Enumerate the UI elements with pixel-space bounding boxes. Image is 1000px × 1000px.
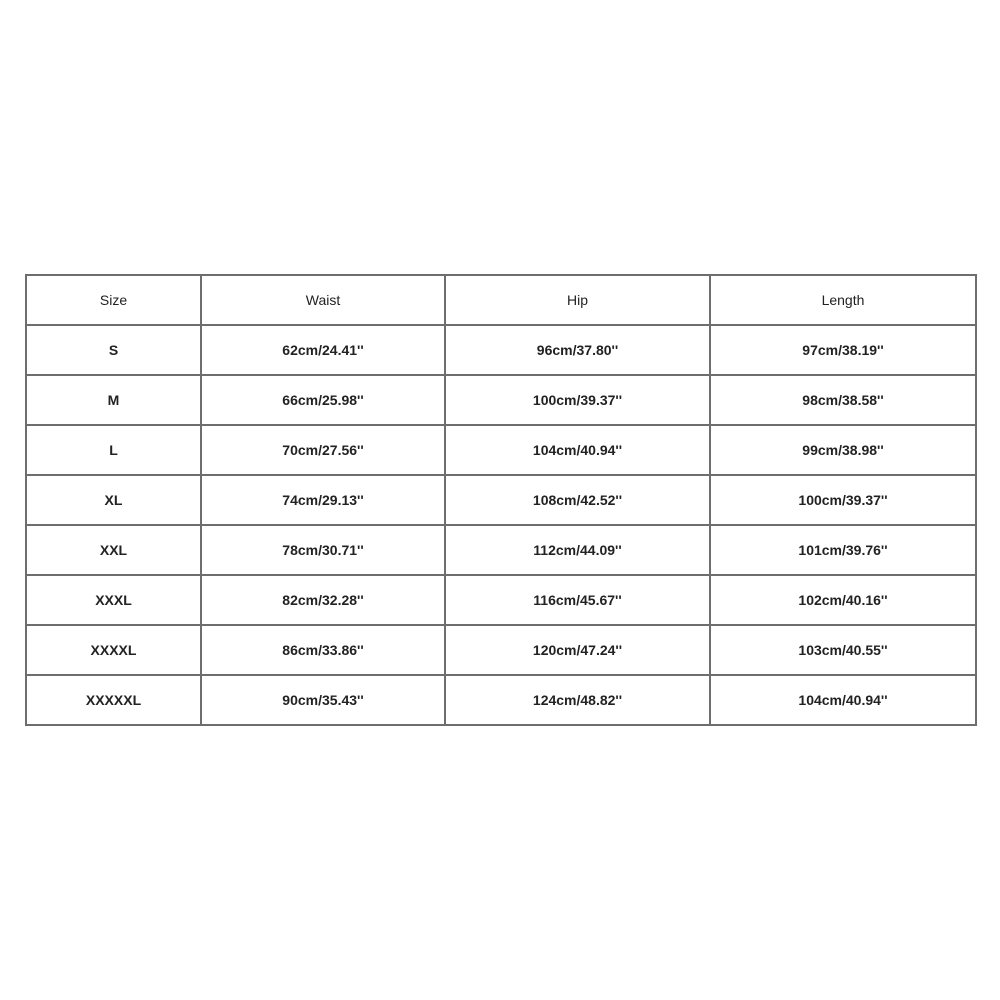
- header-row: [26, 275, 976, 325]
- cell-size: XL: [26, 475, 201, 525]
- cell-length: 104cm/40.94'': [710, 675, 976, 725]
- cell-length: 99cm/38.98'': [710, 425, 976, 475]
- cell-hip: 108cm/42.52'': [445, 475, 710, 525]
- cell-hip: 104cm/40.94'': [445, 425, 710, 475]
- table-row: [26, 675, 976, 725]
- cell-hip: 120cm/47.24'': [445, 625, 710, 675]
- cell-hip: 112cm/44.09'': [445, 525, 710, 575]
- cell-size: XXL: [26, 525, 201, 575]
- cell-waist: 70cm/27.56'': [201, 425, 445, 475]
- table-row: [26, 625, 976, 675]
- cell-waist: 78cm/30.71'': [201, 525, 445, 575]
- header-size: Size: [26, 275, 201, 325]
- cell-hip: 100cm/39.37'': [445, 375, 710, 425]
- cell-waist: 66cm/25.98'': [201, 375, 445, 425]
- cell-size: XXXXXL: [26, 675, 201, 725]
- cell-length: 103cm/40.55'': [710, 625, 976, 675]
- cell-size: M: [26, 375, 201, 425]
- header-hip: Hip: [445, 275, 710, 325]
- header-length: Length: [710, 275, 976, 325]
- cell-hip: 96cm/37.80'': [445, 325, 710, 375]
- cell-waist: 82cm/32.28'': [201, 575, 445, 625]
- size-chart-table: [25, 274, 977, 726]
- cell-length: 102cm/40.16'': [710, 575, 976, 625]
- cell-length: 100cm/39.37'': [710, 475, 976, 525]
- cell-length: 98cm/38.58'': [710, 375, 976, 425]
- cell-waist: 74cm/29.13'': [201, 475, 445, 525]
- cell-waist: 62cm/24.41'': [201, 325, 445, 375]
- cell-size: S: [26, 325, 201, 375]
- table-row: [26, 425, 976, 475]
- cell-length: 101cm/39.76'': [710, 525, 976, 575]
- cell-size: XXXXL: [26, 625, 201, 675]
- table-row: [26, 525, 976, 575]
- cell-size: XXXL: [26, 575, 201, 625]
- header-waist: Waist: [201, 275, 445, 325]
- cell-hip: 124cm/48.82'': [445, 675, 710, 725]
- table-row: [26, 575, 976, 625]
- table-row: [26, 475, 976, 525]
- cell-waist: 90cm/35.43'': [201, 675, 445, 725]
- cell-size: L: [26, 425, 201, 475]
- table-row: [26, 325, 976, 375]
- cell-hip: 116cm/45.67'': [445, 575, 710, 625]
- cell-waist: 86cm/33.86'': [201, 625, 445, 675]
- cell-length: 97cm/38.19'': [710, 325, 976, 375]
- table-row: [26, 375, 976, 425]
